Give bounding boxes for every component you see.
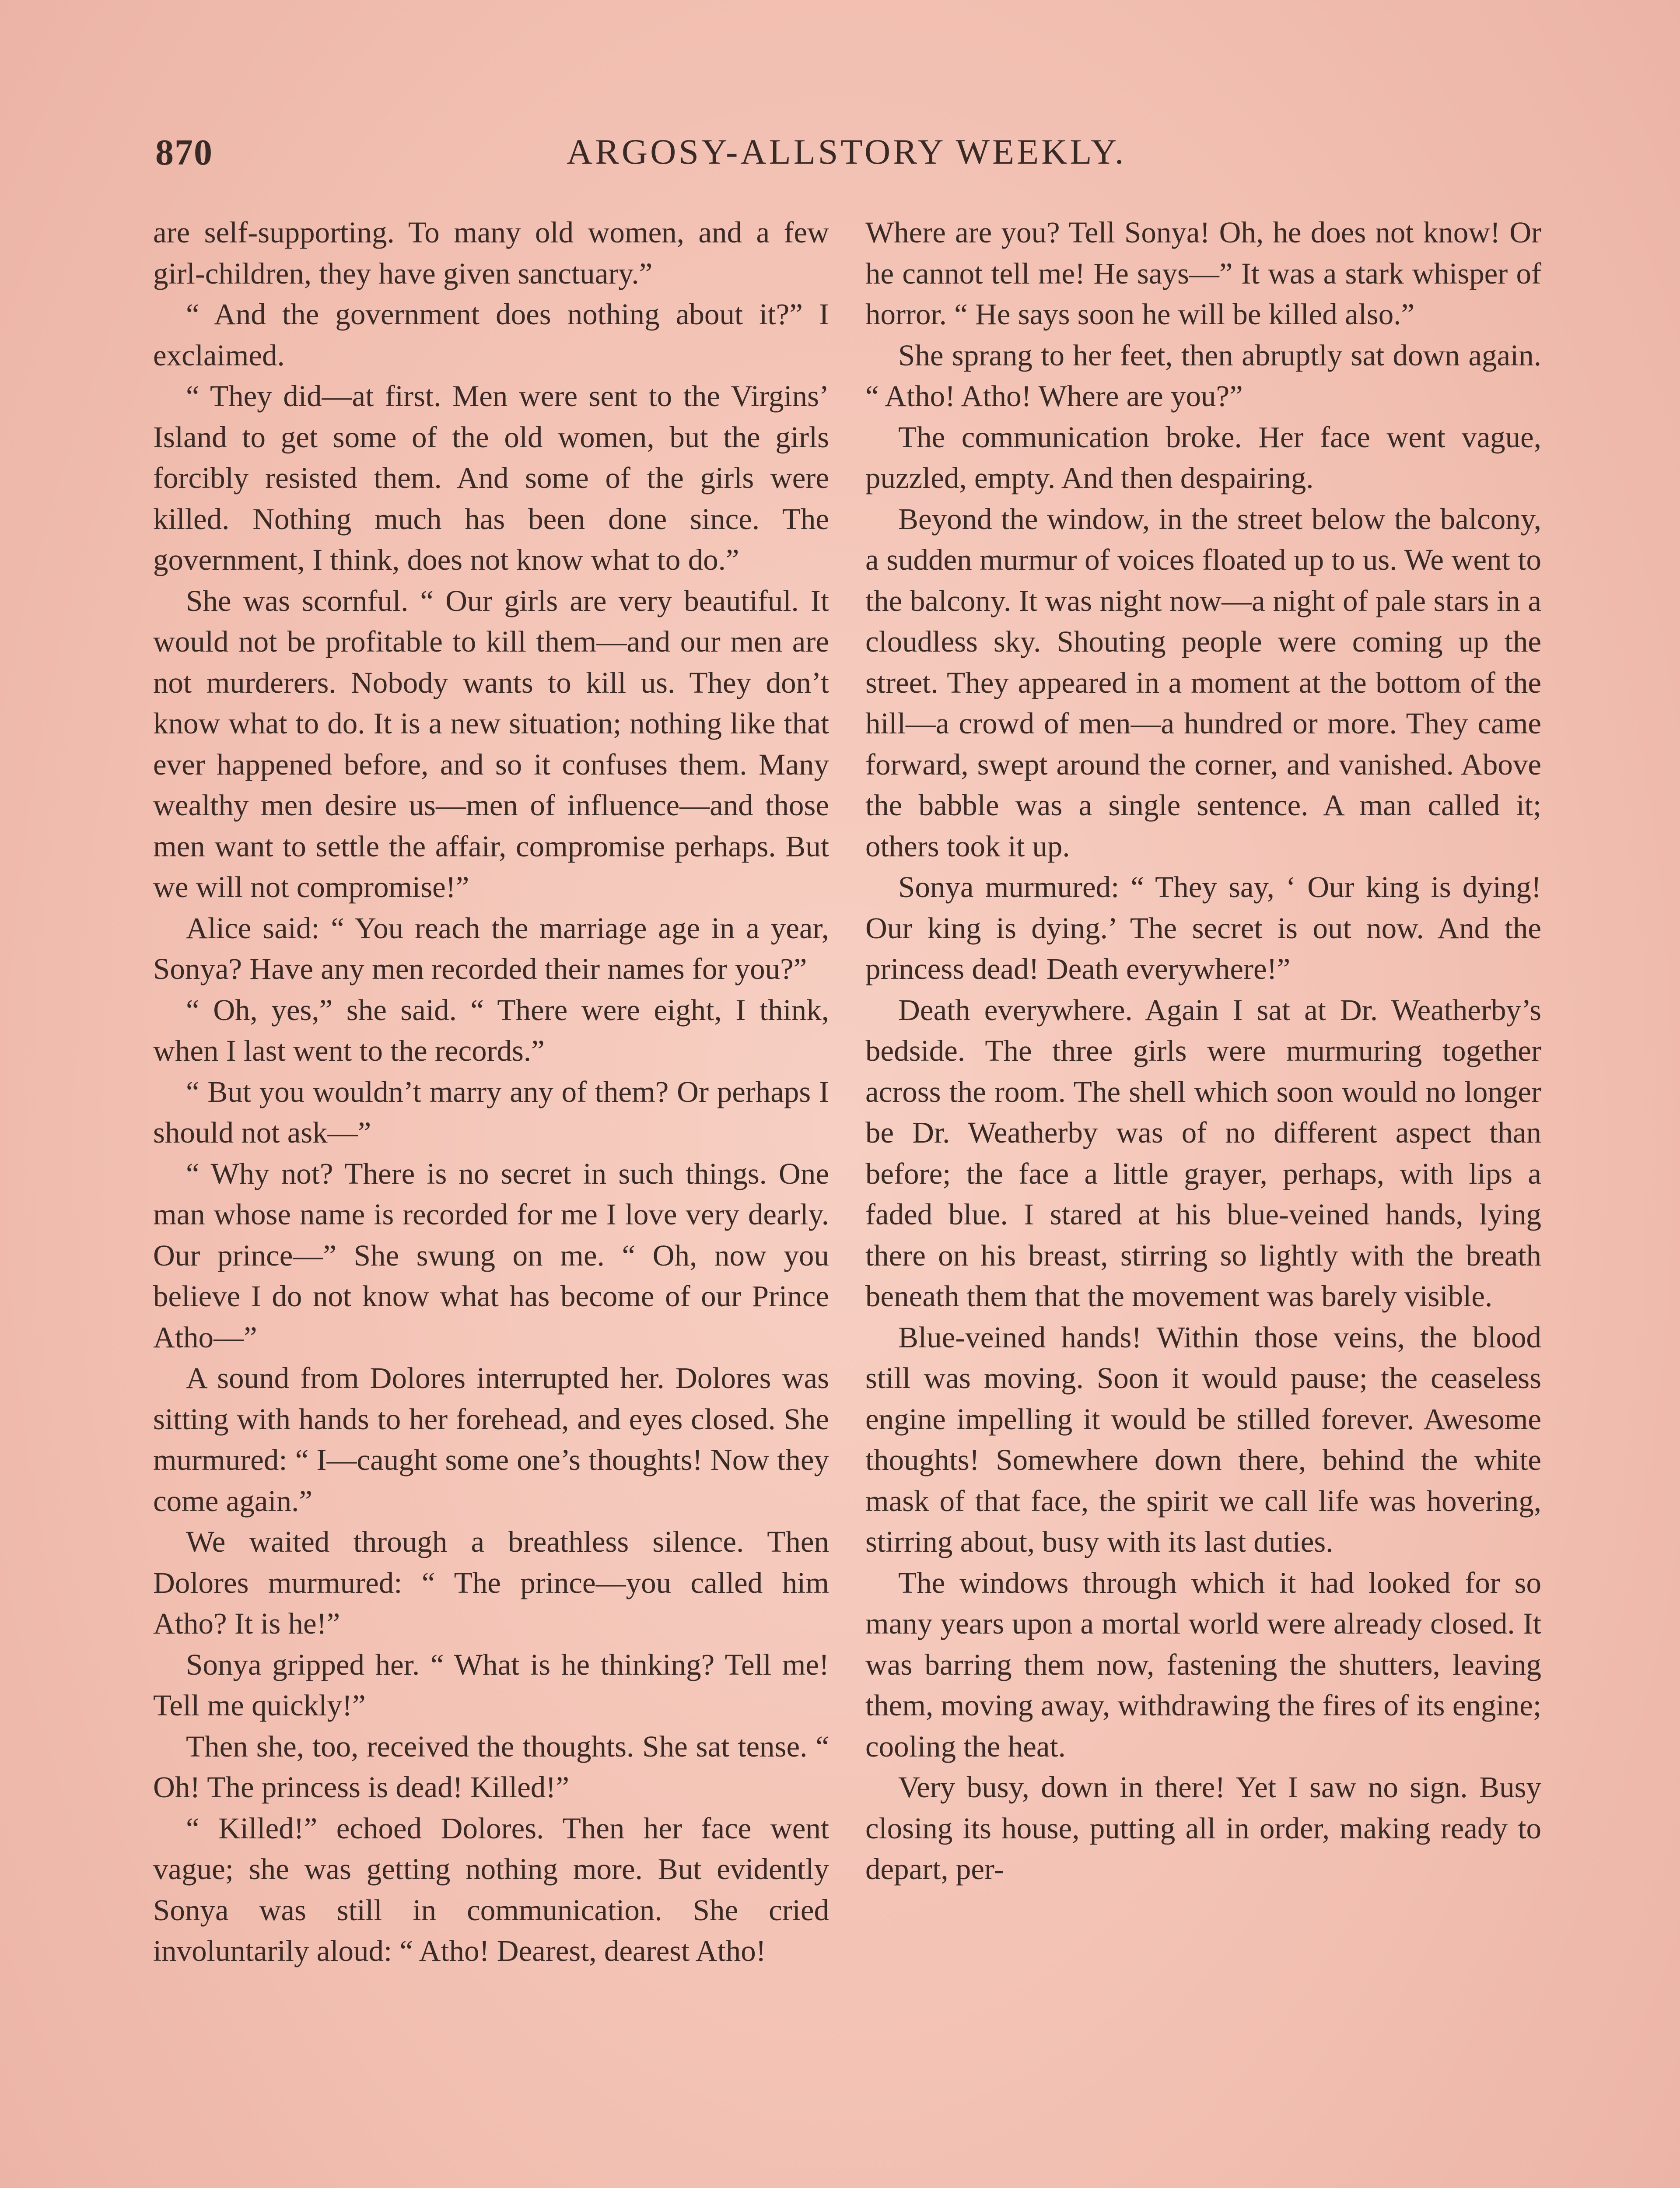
paragraph: Death everywhere. Again I sat at Dr. Weatherby’s bedside. The three girls were murmuring together across the room. The shell which soon would no longer be Dr. Weatherby was of no different aspect than before; the face a little grayer, perhaps, with lips a faded blue. I stared at his blue-veined hands, lying there on his breast, stirring so lightly with the breath beneath them that the movement was barely visible. — [865, 993, 1541, 1313]
paragraph: “ Killed!” echoed Dolores. Then her face went vague; she was getting nothing more. But evidently Sonya was still in communication. She cried involuntarily aloud: “ Atho! Dearest, dearest Atho! — [153, 1811, 829, 1967]
paragraph: are self-supporting. To many old women, and a few girl-children, they have given sanctuary.” — [153, 216, 829, 290]
left-column — [153, 212, 829, 1972]
paragraph: “ But you wouldn’t marry any of them? Or perhaps I should not ask—” — [153, 1075, 829, 1149]
page-number: 870 — [155, 132, 213, 173]
paragraph: Sonya murmured: “ They say, ‘ Our king is dying! Our king is dying.’ The secret is out now. And the princess dead! Death everywhere!” — [865, 870, 1541, 985]
paragraph: The communication broke. Her face went vague, puzzled, empty. And then despairing. — [865, 420, 1541, 494]
right-column — [865, 212, 1541, 1890]
paragraph: She was scornful. “ Our girls are very beautiful. It would not be profitable to kill them—and our men are not murderers. Nobody wants to kill us. They don’t know what to do. It is a new situation; nothing like that ever happened before, and so it confuses them. Many wealthy men desire us—men of influence—and those men want to settle the affair, compromise perhaps. But we will not compromise!” — [153, 584, 829, 904]
paragraph: Beyond the window, in the street below the balcony, a sudden murmur of voices floated up to us. We went to the balcony. It was night now—a night of pale stars in a cloudless sky. Shouting people were coming up the street. They appeared in a moment at the bottom of the hill—a crowd of men—a hundred or more. They came forward, swept around the corner, and vanished. Above the babble was a single sentence. A man called it; others took it up. — [865, 502, 1541, 863]
paragraph: The windows through which it had looked for so many years upon a mortal world were already closed. It was barring them now, fastening the shutters, leaving them, moving away, withdrawing the fires of its engine; cooling the heat. — [865, 1566, 1541, 1763]
paragraph: Blue-veined hands! Within those veins, the blood still was moving. Soon it would pause; the ceaseless engine impelling it would be stilled forever. Awesome thoughts! Somewhere down there, behind the white mask of that face, the spirit we call life was hovering, stirring about, busy with its last duties. — [865, 1320, 1541, 1558]
paragraph: Then she, too, received the thoughts. She sat tense. “ Oh! The princess is dead! Killed!” — [153, 1729, 829, 1804]
paragraph: Sonya gripped her. “ What is he thinking? Tell me! Tell me quickly!” — [153, 1648, 829, 1722]
running-title: ARGOSY-ALLSTORY WEEKLY. — [567, 132, 1127, 172]
paragraph: Where are you? Tell Sonya! Oh, he does not know! Or he cannot tell me! He says—” It was a stark whisper of horror. “ He says soon he will be killed also.” — [865, 216, 1541, 331]
paragraph: She sprang to her feet, then abruptly sat down again. “ Atho! Atho! Where are you?” — [865, 338, 1541, 413]
paragraph: “ Oh, yes,” she said. “ There were eight, I think, when I last went to the records.” — [153, 993, 829, 1067]
paragraph: We waited through a breathless silence. Then Dolores murmured: “ The prince—you called him Atho? It is he!” — [153, 1525, 829, 1640]
paragraph: “ And the government does nothing about it?” I exclaimed. — [153, 298, 829, 372]
paragraph: “ Why not? There is no secret in such things. One man whose name is recorded for me I love very dearly. Our prince—” She swung on me. “ Oh, now you believe I do not know what has become of our Prince Atho—” — [153, 1157, 829, 1354]
paragraph: “ They did—at first. Men were sent to the Virgins’ Island to get some of the old women, but the girls forcibly resisted them. And some of the girls were killed. Nothing much has been done since. The government, I think, does not know what to do.” — [153, 379, 829, 576]
paragraph: Alice said: “ You reach the marriage age in a year, Sonya? Have any men recorded their names for you?” — [153, 911, 829, 985]
paragraph: Very busy, down in there! Yet I saw no sign. Busy closing its house, putting all in order, making ready to depart, per- — [865, 1771, 1541, 1886]
paragraph: A sound from Dolores interrupted her. Dolores was sitting with hands to her forehead, and eyes closed. She murmured: “ I—caught some one’s thoughts! Now they come again.” — [153, 1361, 829, 1518]
page-header — [155, 131, 1542, 193]
